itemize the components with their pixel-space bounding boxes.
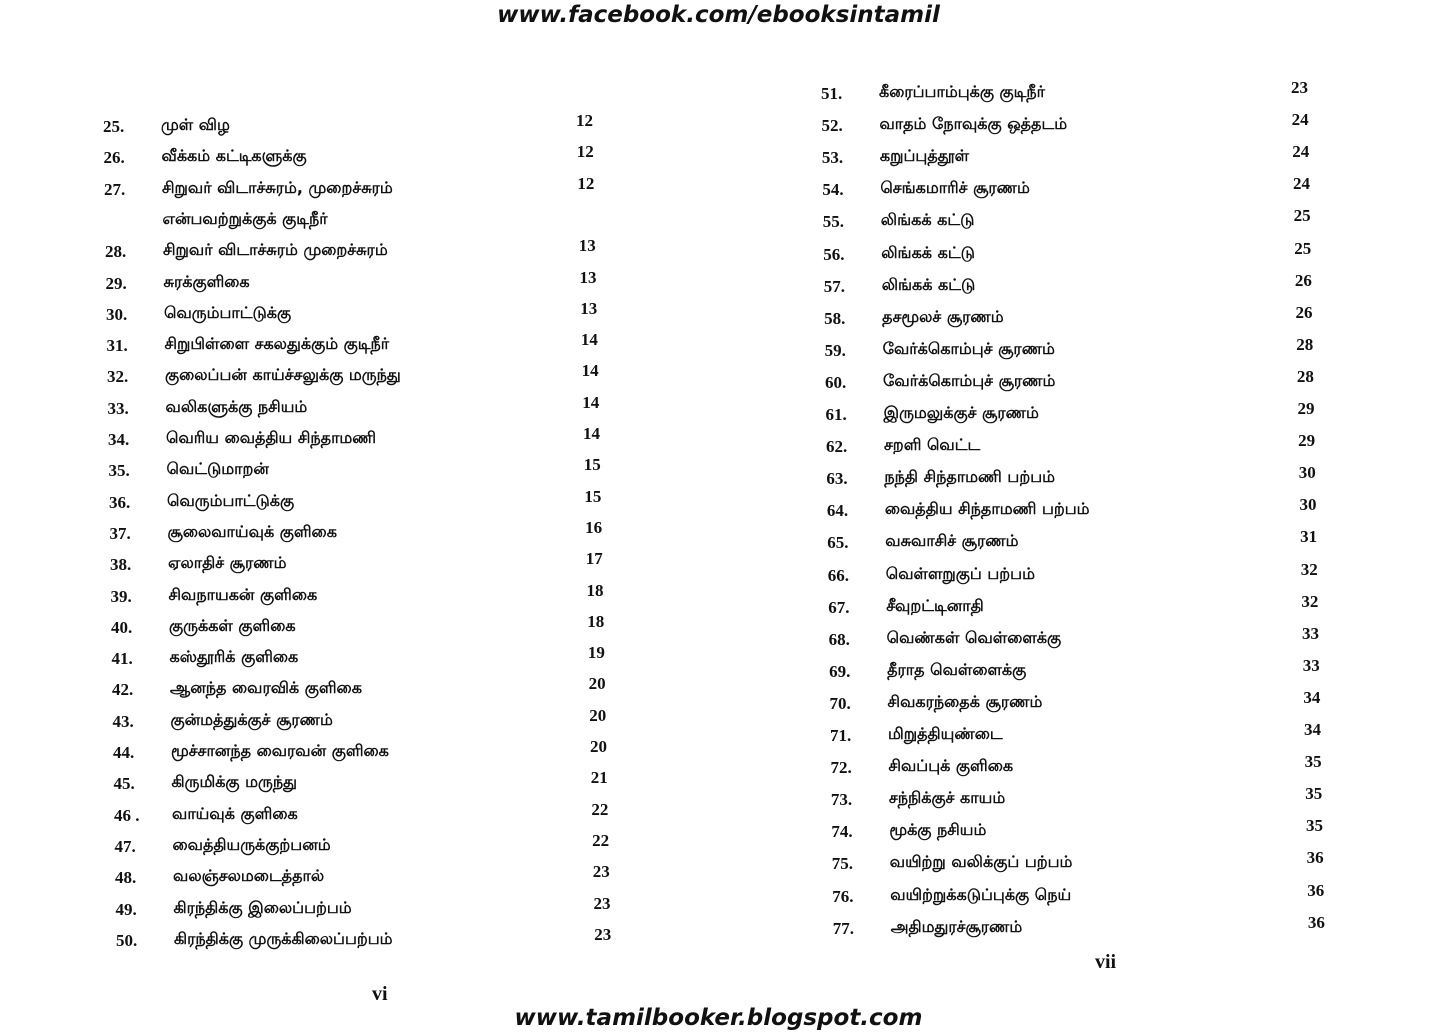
entry-title: கிரந்திக்கு முருக்கிலைப்பற்பம் xyxy=(174,928,393,948)
entry-page: 23 xyxy=(593,893,611,913)
entry-title: கஸ்தூரிக் குளிகை xyxy=(169,647,299,667)
entry-page: 36 xyxy=(1306,848,1324,868)
entry-page: 30 xyxy=(1298,463,1316,483)
entry-title: வெள்ளறுகுப் பற்பம் xyxy=(885,563,1035,583)
entry-number: 70. xyxy=(829,693,851,713)
entry-title: வயிற்று வலிக்குப் பற்பம் xyxy=(889,852,1073,872)
entry-title: வசுவாசிச் சூரணம் xyxy=(885,531,1019,551)
entry-title: வெரும்பாட்டுக்கு xyxy=(167,490,295,510)
entry-title: முள் விழ xyxy=(161,115,230,134)
entry-number: 74. xyxy=(831,822,853,842)
entry-page: 29 xyxy=(1298,431,1316,451)
entry-number: 31. xyxy=(106,336,128,356)
entry-number: 60. xyxy=(825,372,847,392)
entry-number: 77. xyxy=(832,918,854,938)
entry-number: 32. xyxy=(107,367,129,387)
entry-title: கிரந்திக்கு இலைப்பற்பம் xyxy=(173,897,352,917)
entry-title: லிங்கக் கட்டு xyxy=(881,274,976,294)
entry-page: 16 xyxy=(585,517,603,537)
entry-number: 65. xyxy=(827,533,849,553)
entry-number: 66. xyxy=(827,565,849,585)
entry-title: சூலைவாய்வுக் குளிகை xyxy=(167,521,337,541)
entry-page: 26 xyxy=(1294,270,1312,290)
entry-page: 25 xyxy=(1293,206,1311,226)
entry-number: 47. xyxy=(114,836,136,856)
entry-title: வெரும்பாட்டுக்கு xyxy=(164,302,292,322)
entry-page: 12 xyxy=(576,142,594,162)
entry-number: 38. xyxy=(110,555,132,575)
entry-number: 57. xyxy=(823,276,845,296)
entry-page: 28 xyxy=(1296,366,1314,386)
entry-page: 29 xyxy=(1297,399,1315,418)
entry-page: 15 xyxy=(584,486,602,506)
entry-page: 30 xyxy=(1299,495,1317,515)
entry-title: வைத்தியருக்குற்பனம் xyxy=(172,834,331,854)
entry-title: சிறுவர் விடாச்சுரம், முறைச்சுரம் xyxy=(162,177,393,197)
entry-number: 46 . xyxy=(114,805,140,825)
entry-title: சிவப்புக் குளிகை xyxy=(888,756,1014,776)
entry-title: மிறுத்தியுண்டை xyxy=(888,724,1003,743)
entry-title: என்பவற்றுக்குக் குடிநீர் xyxy=(162,208,328,228)
entry-number: 43. xyxy=(112,711,134,731)
entry-page: 20 xyxy=(590,737,607,756)
entry-page: 24 xyxy=(1292,174,1310,194)
entry-number: 55. xyxy=(822,212,845,232)
entry-page: 35 xyxy=(1304,752,1322,772)
entry-page: 22 xyxy=(592,830,610,850)
entry-title: குருக்கள் குளிகை xyxy=(169,615,296,635)
entry-page: 36 xyxy=(1307,912,1325,932)
entry-number: 61. xyxy=(825,405,847,424)
entry-number: 51. xyxy=(821,84,843,103)
entry-number: 35. xyxy=(108,461,130,481)
entry-title: சிறுவர் விடாச்சுரம் முறைச்சுரம் xyxy=(163,240,388,260)
entry-title: வைத்திய சிந்தாமணி பற்பம் xyxy=(884,499,1090,519)
entry-number: 76. xyxy=(832,886,854,906)
entry-number: 54. xyxy=(822,180,844,200)
entry-number: 50. xyxy=(116,930,138,950)
page-number-right: vii xyxy=(1095,951,1117,973)
entry-title: சிவநாயகன் குளிகை xyxy=(168,584,318,604)
facebook-url-header: www.facebook.com/ebooksintamil xyxy=(497,2,940,28)
entry-page: 24 xyxy=(1291,110,1309,130)
entry-page: 13 xyxy=(580,298,598,318)
entry-number: 75. xyxy=(831,854,854,874)
entry-number: 52. xyxy=(821,116,843,136)
entry-number: 53. xyxy=(821,148,844,168)
entry-title: சந்நிக்குச் காயம் xyxy=(888,788,1006,808)
entry-number: 49. xyxy=(115,899,137,919)
entry-number: 34. xyxy=(108,430,130,449)
entry-number: 48. xyxy=(115,868,137,888)
entry-number: 71. xyxy=(830,726,852,745)
entry-title: கிருமிக்கு மருந்து xyxy=(171,772,297,792)
entry-page: 35 xyxy=(1305,784,1323,804)
entry-page: 36 xyxy=(1307,880,1325,900)
entry-page: 34 xyxy=(1304,720,1321,739)
entry-page: 33 xyxy=(1302,655,1320,675)
blog-url-footer: www.tamilbooker.blogspot.com xyxy=(514,1005,923,1031)
entry-number: 44. xyxy=(113,743,135,762)
entry-title: வயிற்றுக்கடுப்புக்கு நெய் xyxy=(890,884,1072,904)
entry-page: 12 xyxy=(576,111,593,130)
entry-title: சறளி வெட்ட xyxy=(883,435,981,455)
entry-title: சிவகரந்தைக் சூரணம் xyxy=(887,691,1043,711)
entry-number: 29. xyxy=(105,273,127,293)
entry-number: 69. xyxy=(829,661,851,681)
entry-number: 30. xyxy=(106,304,128,324)
entry-number: 72. xyxy=(830,758,852,778)
entry-page: 14 xyxy=(581,361,599,381)
entry-number: 59. xyxy=(824,340,846,360)
entry-page: 35 xyxy=(1305,816,1323,836)
entry-page: 21 xyxy=(590,768,608,788)
entry-page: 20 xyxy=(588,674,606,694)
entry-title: லிங்கக் கட்டு xyxy=(880,210,975,230)
entry-title: ஆனந்த வைரவிக் குளிகை xyxy=(170,678,362,698)
entry-title: ஏலாதிச் சூரணம் xyxy=(168,553,287,573)
entry-title: வீக்கம் கட்டிகளுக்கு xyxy=(161,146,307,166)
entry-number: 36. xyxy=(109,492,131,512)
entry-page: 22 xyxy=(591,799,609,819)
entry-page: 14 xyxy=(583,424,600,443)
entry-number: 62. xyxy=(825,437,848,457)
entry-page: 14 xyxy=(580,330,598,350)
entry-page: 14 xyxy=(582,392,600,412)
entry-page: 23 xyxy=(594,924,612,944)
entry-title: வாதம் நோவுக்கு ஒத்தடம் xyxy=(879,114,1068,134)
entry-title: தசமூலச் சூரணம் xyxy=(882,306,1004,326)
entry-page: 17 xyxy=(585,549,603,569)
entry-number: 64. xyxy=(826,501,849,521)
entry-page: 18 xyxy=(586,580,604,600)
entry-number: 39. xyxy=(110,586,132,606)
entry-number: 63. xyxy=(826,469,848,489)
entry-number: 25. xyxy=(103,117,125,136)
entry-title: தீராத வெள்ளைக்கு xyxy=(887,659,1027,679)
entry-page: 31 xyxy=(1300,527,1318,547)
entry-number: 33. xyxy=(107,398,129,418)
entry-page: 28 xyxy=(1296,334,1314,354)
entry-page: 13 xyxy=(579,267,597,287)
entry-title: வேர்க்கொம்புச் சூரணம் xyxy=(882,338,1055,358)
entry-page: 24 xyxy=(1292,142,1310,162)
entry-number: 42. xyxy=(112,680,134,700)
entry-title: வெண்கள் வெள்ளைக்கு xyxy=(886,627,1062,647)
entry-title: சுரக்குளிகை xyxy=(163,271,250,291)
entry-title: வாய்வுக் குளிகை xyxy=(172,803,298,823)
entry-page: 12 xyxy=(577,173,595,193)
entry-number: 28. xyxy=(105,242,127,262)
entry-number: 45. xyxy=(113,774,135,794)
entry-title: வெட்டுமாறன் xyxy=(166,459,269,479)
entry-page: 32 xyxy=(1300,559,1318,579)
entry-number: 26. xyxy=(103,148,125,168)
entry-page: 33 xyxy=(1302,623,1320,643)
entry-title: மூக்கு நசியம் xyxy=(889,820,987,840)
entry-page: 13 xyxy=(578,236,596,256)
entry-number: 68. xyxy=(828,629,850,649)
entry-title: மூச்சானந்த வைரவன் குளிகை xyxy=(171,741,389,760)
entry-title: இருமலுக்குச் சூரணம் xyxy=(883,403,1039,422)
entry-number: 40. xyxy=(111,617,133,637)
entry-title: வேர்க்கொம்புச் சூரணம் xyxy=(883,370,1056,390)
entry-number: 27. xyxy=(104,179,126,199)
entry-title: லிங்கக் கட்டு xyxy=(881,242,975,262)
entry-title: வலிகளுக்கு நசியம் xyxy=(165,396,308,416)
entry-page: 32 xyxy=(1301,591,1319,611)
entry-title: குன்மத்துக்குச் சூரணம் xyxy=(170,709,333,729)
entry-page: 19 xyxy=(587,643,605,663)
entry-page: 34 xyxy=(1303,687,1321,707)
entry-page: 20 xyxy=(589,705,607,725)
entry-number: 67. xyxy=(828,597,850,617)
page-number-left: vi xyxy=(372,983,388,1005)
entry-title: அதிமதுரச்சூரணம் xyxy=(890,916,1023,936)
entry-page: 15 xyxy=(583,455,601,475)
entry-number: 37. xyxy=(109,523,131,543)
entry-page: 25 xyxy=(1294,238,1312,258)
entry-title: செங்கமாரிச் சூரணம் xyxy=(880,178,1030,198)
entry-title: குலைப்பன் காய்ச்சலுக்கு மருந்து xyxy=(165,365,401,385)
entry-page: 23 xyxy=(592,862,610,882)
entry-number: 41. xyxy=(111,649,133,669)
entry-title: சீவுறட்டினாதி xyxy=(886,595,984,615)
entry-number: 73. xyxy=(830,790,853,810)
entry-title: கறுப்புத்தூள் xyxy=(879,146,970,166)
entry-title: வலஞ்சலமடைத்தால் xyxy=(173,866,325,886)
entry-number: 56. xyxy=(823,244,845,264)
entry-number: 58. xyxy=(824,308,846,328)
entry-page: 23 xyxy=(1291,78,1308,97)
entry-page: 18 xyxy=(587,611,605,631)
entry-title: நந்தி சிந்தாமணி பற்பம் xyxy=(884,467,1055,487)
entry-title: வெரிய வைத்திய சிந்தாமணி xyxy=(166,428,377,447)
entry-page: 26 xyxy=(1295,302,1313,322)
entry-title: கீரைப்பாம்புக்கு குடிநீர் xyxy=(879,82,1045,101)
entry-title: சிறுபிள்ளை சகலதுக்கும் குடிநீர் xyxy=(164,334,390,354)
